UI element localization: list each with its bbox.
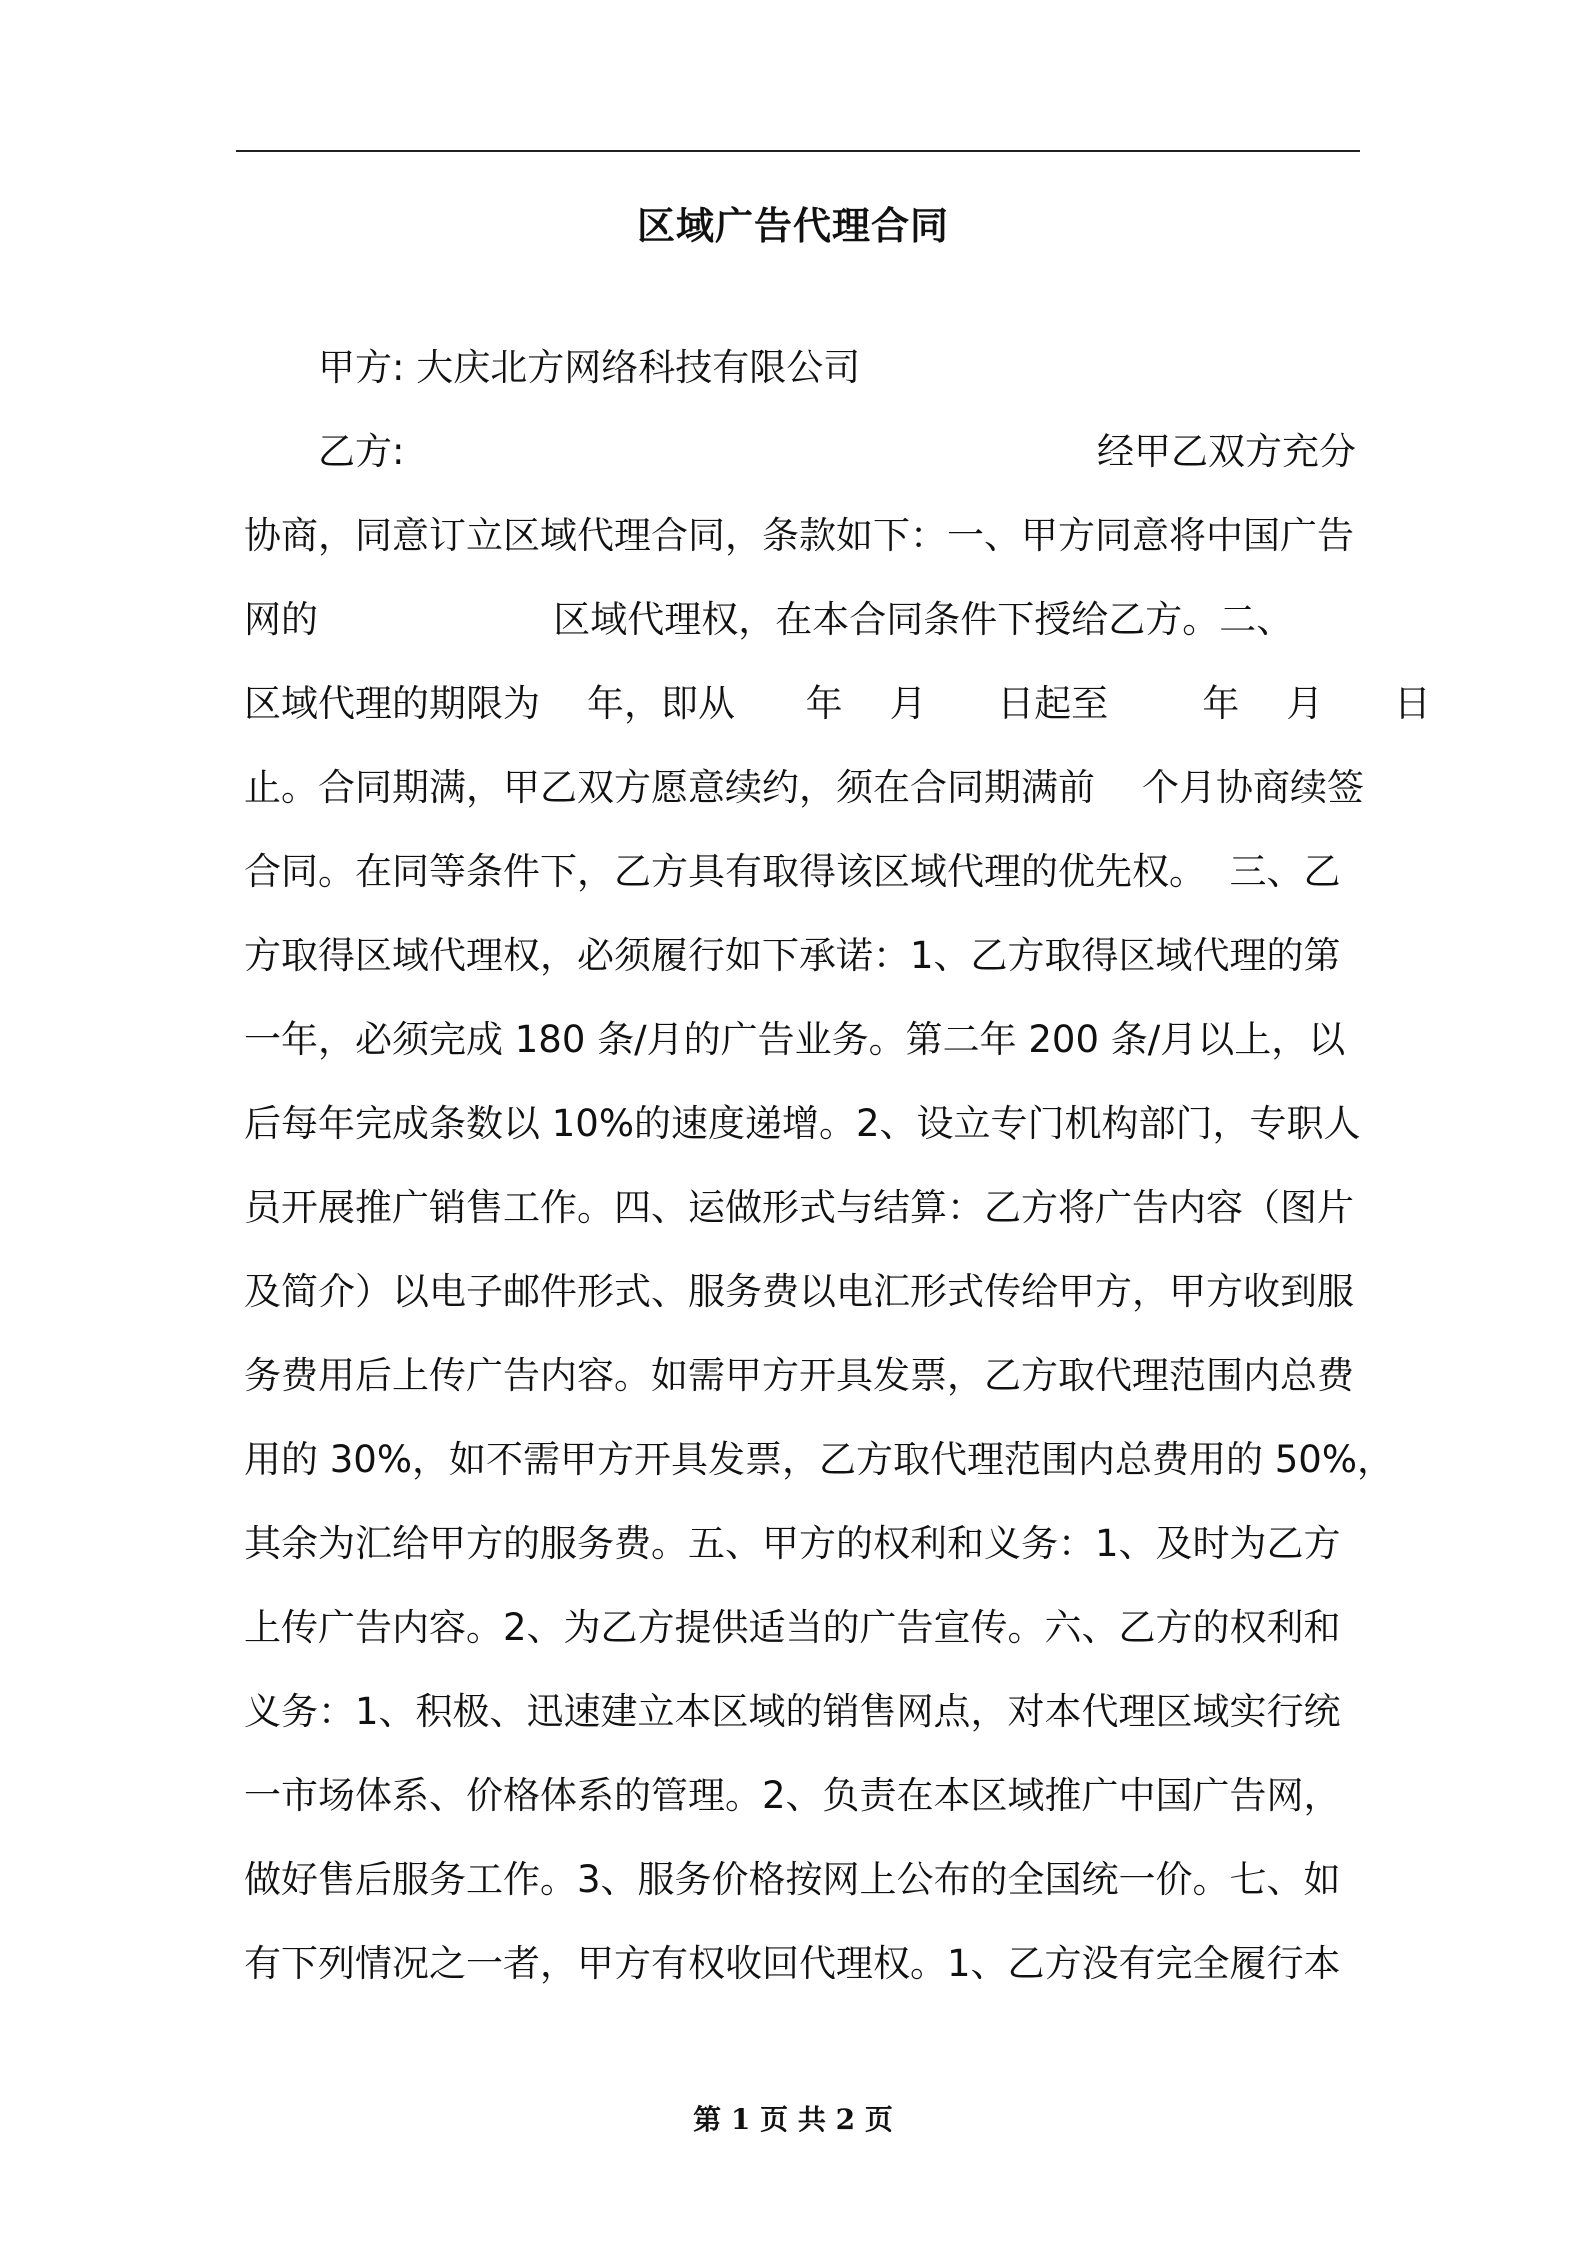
header-rule (236, 150, 1360, 152)
body-line: 用的 30%，如不需甲方开具发票，乙方取代理范围内总费用的 50%， (244, 1438, 1394, 1481)
party-b-line (244, 410, 1356, 494)
body-line: 止。合同期满，甲乙双方愿意续约，须在合同期满前 个月协商续签 (244, 766, 1365, 809)
page-number: 第 1 页 共 2 页 (693, 2103, 893, 2136)
party-a-line: 甲方: 大庆北方网络科技有限公司 (318, 346, 861, 389)
body-line: 合同。在同等条件下，乙方具有取得该区域代理的优先权。 三、乙 (244, 850, 1341, 893)
body-line: 其余为汇给甲方的服务费。五、甲方的权利和义务：1、及时为乙方 (244, 1522, 1341, 1565)
body-line: 网的 区域代理权，在本合同条件下授给乙方。二、 (244, 598, 1294, 641)
body-line: 及简介）以电子邮件形式、服务费以电汇形式传给甲方，甲方收到服 (244, 1270, 1354, 1313)
body-line: 协商，同意订立区域代理合同，条款如下：一、甲方同意将中国广告 (244, 514, 1354, 557)
party-b-label: 乙方: (318, 430, 405, 473)
body-line: 做好售后服务工作。3、服务价格按网上公布的全国统一价。七、如 (244, 1858, 1341, 1901)
body-line: 方取得区域代理权，必须履行如下承诺：1、乙方取得区域代理的第 (244, 934, 1341, 977)
body-line: 上传广告内容。2、为乙方提供适当的广告宣传。六、乙方的权利和 (244, 1606, 1341, 1649)
body-line: 有下列情况之一者，甲方有权收回代理权。1、乙方没有完全履行本 (244, 1942, 1341, 1985)
body-line: 后每年完成条数以 10%的速度递增。2、设立专门机构部门，专职人 (244, 1102, 1361, 1145)
body-line: 务费用后上传广告内容。如需甲方开具发票，乙方取代理范围内总费 (244, 1354, 1354, 1397)
body-line: 一市场体系、价格体系的管理。2、负责在本区域推广中国广告网， (244, 1774, 1341, 1817)
body-line: 一年，必须完成 180 条/月的广告业务。第二年 200 条/月以上，以 (244, 1018, 1346, 1061)
body-line: 义务：1、积极、迅速建立本区域的销售网点，对本代理区域实行统 (244, 1690, 1341, 1733)
document-title: 区域广告代理合同 (636, 204, 949, 248)
party-b-tail: 经甲乙双方充分 (1097, 430, 1356, 473)
document-body (244, 326, 1431, 2006)
body-line: 区域代理的期限为 年，即从 年 月 日起至 年 月 日 (244, 682, 1431, 725)
body-line: 员开展推广销售工作。四、运做形式与结算：乙方将广告内容（图片 (244, 1186, 1354, 1229)
